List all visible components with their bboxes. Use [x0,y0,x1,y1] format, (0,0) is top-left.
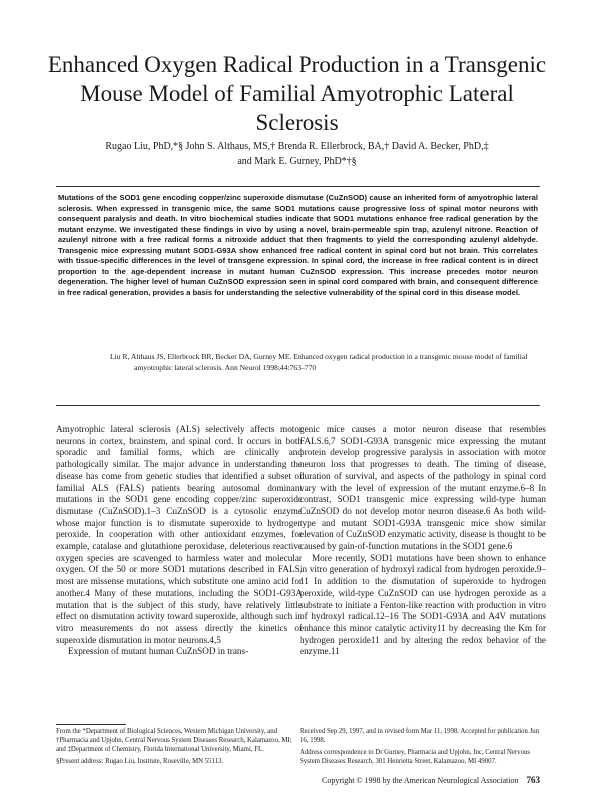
footnotes-left [56,727,300,769]
body-paragraph: Amyotrophic lateral sclerosis (ALS) selectively affects motor neurons in cortex, brainstem, and spinal cord. It occurs in both sporadic and familial forms, which are clinically and pathologically similar. The major advance in understanding the disease has come from genetic studies that identified a subset of familial ALS (FALS) patients bearing autosomal dominant mutations in the SOD1 gene encoding copper/zinc superoxide dismutase (CuZnSOD).1–3 CuZnSOD is a cytosolic enzyme whose major function is to dismutate superoxide to hydrogen peroxide. In cooperation with other antioxidant enzymes, for example, catalase and glutathione peroxidase, deleterious reactive oxygen species are scavenged to harmless water and molecular oxygen. Of the 50 or more SOD1 mutations described in FALS, most are missense mutations, which substitute one amino acid for another.4 Many of these mutations, including the SOD1-G93A mutation that is the subject of this study, have relatively little effect on dismutation activity toward superoxide, although such in vitro measurements do not assess directly the kinetics of superoxide dismutation in motor neurons.4,5 [56,424,302,645]
copyright-text: Copyright © 1998 by the American Neurological Association [322,776,519,785]
author-list [90,139,504,169]
body-paragraph: genic mice causes a motor neuron disease that resembles FALS.6,7 SOD1-G93A transgenic mice expressing the mutant protein develop progressive paralysis in association with motor neuron loss that progresses to death. The timing of disease, duration of survival, and aspects of the pathology in spinal cord vary with the level of expression of the mutant enzyme.6–8 In contrast, SOD1 transgenic mice expressing wild-type human CuZnSOD do not develop motor neuron disease.6 As both wild-type and mutant SOD1-G93A transgenic mice show similar elevation of CuZnSOD enzymatic activity, disease is thought to be caused by gain-of-function mutations in the SOD1 gene.6 [300,424,546,552]
abstract: Mutations of the SOD1 gene encoding copper/zinc superoxide dismutase (CuZnSOD) cause an inherited form of amyotrophic lateral sclerosis. When expressed in transgenic mice, the same SOD1 mutations cause progressive loss of spinal motor neurons with consequent paralysis and death. In vitro biochemical studies indicate that SOD1 mutations enhance free radical generation by the mutant enzyme. We investigated these findings in vivo by using a novel, brain-permeable spin trap, azulenyl nitrone. Reaction of azulenyl nitrone with a free radical forms a nitroxide adduct that then fragments to yield the corresponding azulenyl aldehyde. Transgenic mice expressing mutant SOD1-G93A show enhanced free radical content in spinal cord but not brain. This correlates with tissue-specific differences in the level of transgene expression. In spinal cord, the increase in free radical content is in direct proportion to the age-dependent increase in mutant human CuZnSOD expression. This increase precedes motor neuron degeneration. The higher level of human CuZnSOD expression seen in spinal cord compared with brain, and consequent difference in free radical generation, provides a basis for understanding the selective vulnerability of the spinal cord in this disease model. [58,193,538,297]
received-note: Received Sep 29, 1997, and in revised form Mar 11, 1998. Accepted for publication Jun 16, 1998. [300,728,540,744]
abstract-top-rule [56,186,540,187]
citation: Liu R, Althaus JS, Ellerbrock BR, Becker DA, Gurney ME. Enhanced oxygen radical production in a transgenic mouse model of familial amyotrophic lateral sclerosis. Ann Neurol 1998;44:763–770 [110,352,528,372]
body-paragraph: More recently, SOD1 mutations have been shown to enhance in vitro generation of hydroxyl radical from hydrogen peroxide.9–11 In addition to the dismutation of superoxide to hydrogen peroxide, wild-type CuZnSOD can use hydrogen peroxide as a substrate to initiate a Fenton-like reaction with production in vitro of hydroxyl radical.12–16 The SOD1-G93A and A4V mutations enhance this minor catalytic activity11 by decreasing the Km for hydrogen peroxide11 and by altering the redox behavior of the enzyme.11 [300,552,546,657]
affiliation-note: From the *Department of Biological Sciences, Western Michigan University, and †Pharmacia and Upjohn, Central Nervous System Diseases Research, Kalamazoo, MI; and ‡Department of Chemistry, Florida International University, Miami, FL. [56,728,292,753]
correspondence-note: Address correspondence to Dr Gurney, Pharmacia and Upjohn, Inc, Central Nervous System Diseases Research, 301 Henrietta Street, Kalamazoo, MI 49007. [300,749,531,765]
author-line: and Mark E. Gurney, PhD*†§ [237,156,357,167]
footnotes-right [300,727,544,769]
body-column-right [300,424,546,658]
article-title: Enhanced Oxygen Radical Production in a Transgenic Mouse Model of Familial Amyotrophic Lateral Sclerosis [47,52,547,135]
page-footer [300,775,540,785]
body-column-left [56,424,302,658]
footnote-rule [56,724,126,725]
author-line: Rugao Liu, PhD,*§ John S. Althaus, MS,† Brenda R. Ellerbrock, BA,† David A. Becker, PhD,‡ [105,141,489,152]
page-number: 763 [526,775,540,785]
present-address-note: §Present address: Rugao Liu, Institute, Roseville, MN 55113. [56,758,224,765]
body-paragraph: Expression of mutant human CuZnSOD in trans- [68,646,249,657]
abstract-bottom-rule [56,405,540,406]
